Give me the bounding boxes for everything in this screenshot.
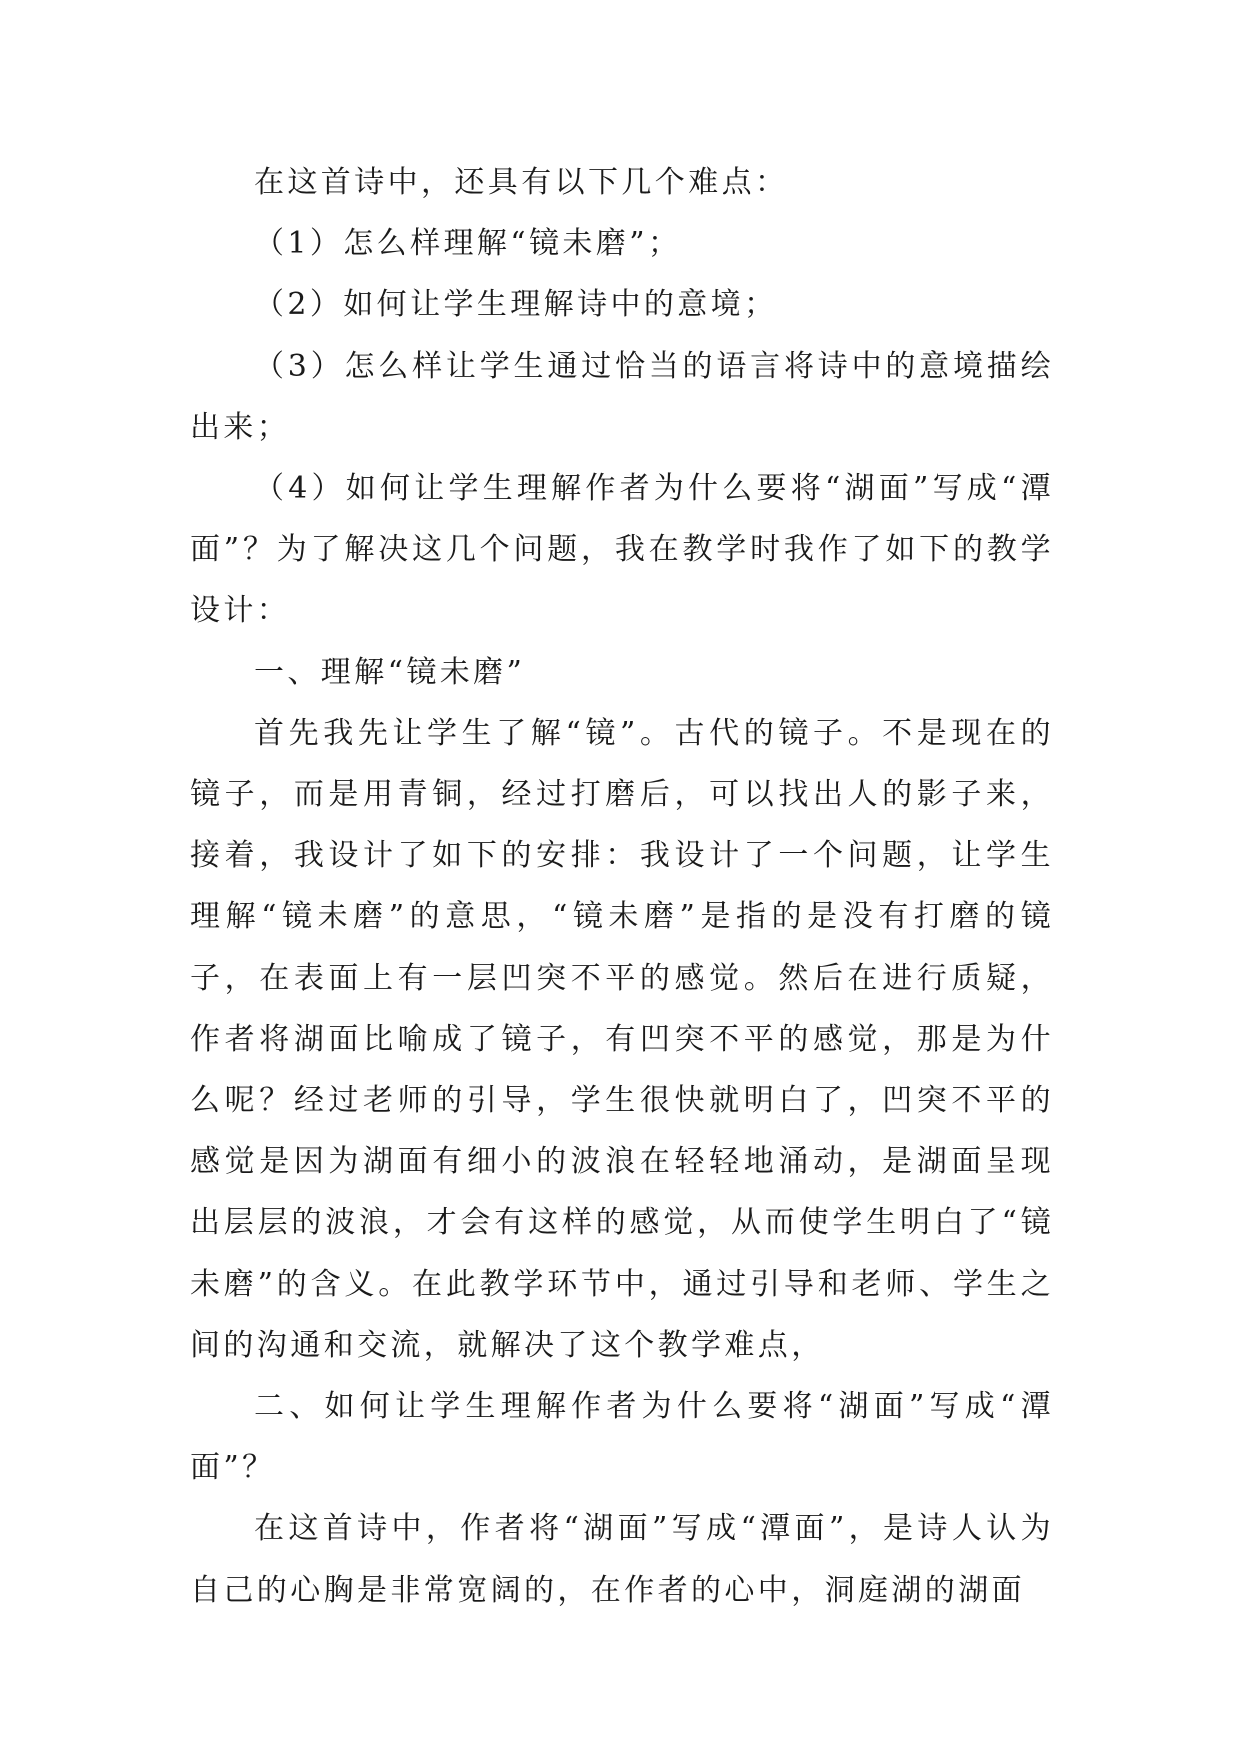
difficulty-item-2: （2）如何让学生理解诗中的意境； <box>254 287 778 323</box>
section-1-body: 首先我先让学生了解“镜”。古代的镜子。不是现在的镜子，而是用青铜，经过打磨后，可以找出人的影子来，接着，我设计了如下的安排：我设计了一个问题，让学生理解“镜未磨”的意思，“镜未磨”是指的是没有打磨的镜子，在表面上有一层凹突不平的感觉。然后在进行质疑，作者将湖面比喻成了镜子，有凹突不平的感觉，那是为什么呢？经过老师的引导，学生很快就明白了，凹突不平的感觉是因为湖面有细小的波浪在轻轻地涌动，是湖面呈现出层层的波浪，才会有这样的感觉，从而使学生明白了“镜未磨”的含义。在此教学环节中，通过引导和老师、学生之间的沟通和交流，就解决了这个教学难点， <box>190 715 1054 1363</box>
difficulty-item-1: （1）怎么样理解“镜未磨”； <box>254 226 682 262</box>
difficulty-item-3: （3）怎么样让学生通过恰当的语言将诗中的意境描绘出来； <box>190 348 1054 445</box>
section-2-heading: 二、如何让学生理解作者为什么要将“湖面”写成“潭面”？ <box>190 1389 1054 1486</box>
section-2-body: 在这首诗中，作者将“湖面”写成“潭面”，是诗人认为自己的心胸是非常宽阔的，在作者的心中，洞庭湖的湖面 <box>190 1511 1054 1608</box>
document-page <box>190 152 1054 1621</box>
intro-paragraph: 在这首诗中，还具有以下几个难点： <box>254 165 789 200</box>
section-1-heading: 一、理解“镜未磨” <box>254 654 526 690</box>
difficulty-item-4: （4）如何让学生理解作者为什么要将“湖面”写成“潭面”？为了解决这几个问题，我在教学时我作了如下的教学设计： <box>190 471 1054 629</box>
